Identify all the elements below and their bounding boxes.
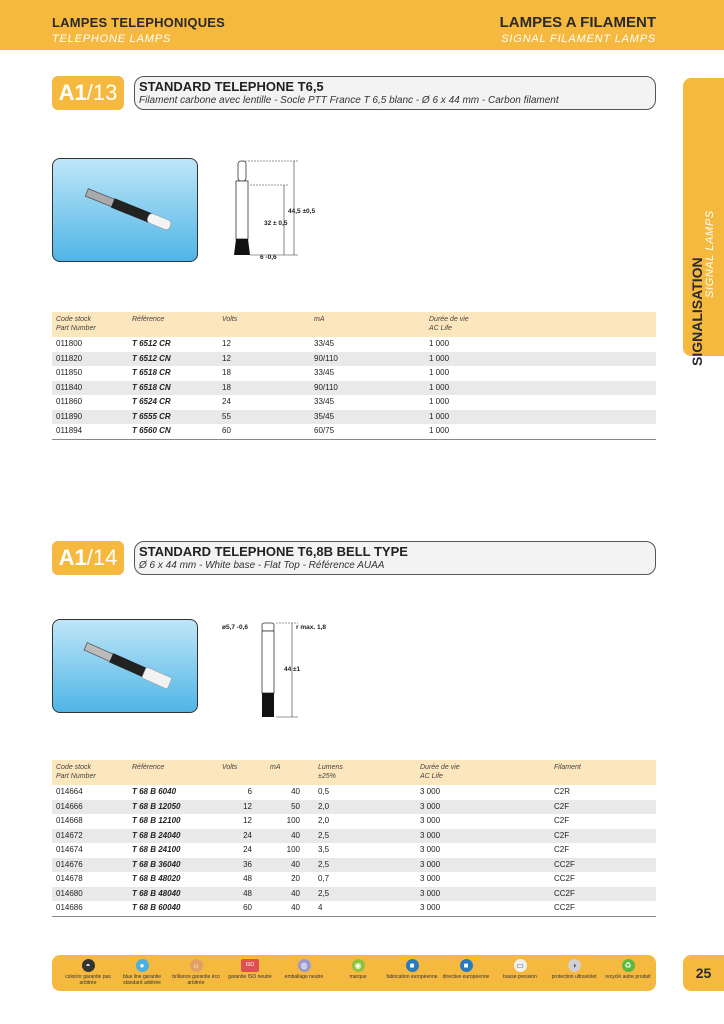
footer-icon-label: emballage neutre xyxy=(284,974,324,980)
table-cell: 35/45 xyxy=(310,410,425,425)
column-header-sublabel: AC Life xyxy=(429,325,452,332)
table-cell: 20 xyxy=(291,874,300,883)
table-cell: 3 000 xyxy=(416,858,550,873)
table-cell: 2,5 xyxy=(314,858,416,873)
table-header-row xyxy=(52,760,656,785)
column-header xyxy=(218,760,266,785)
column-header xyxy=(550,760,656,785)
table-cell: 014664 xyxy=(56,787,83,796)
table-cell: 0,5 xyxy=(318,787,330,796)
section2-title: STANDARD TELEPHONE T6,8B BELL TYPE xyxy=(139,544,408,559)
table-cell: 3 000 xyxy=(416,901,550,916)
table-row xyxy=(52,366,656,381)
section1-dimension-drawing xyxy=(220,155,330,265)
table-row xyxy=(52,785,656,800)
packaging-icon-glyph: ◍ xyxy=(298,959,311,972)
table-cell: T 68 B 24040 xyxy=(128,829,218,844)
header-bar xyxy=(0,0,724,50)
directive-icon-glyph: ■ xyxy=(460,959,473,972)
table-cell: 24 xyxy=(243,845,252,854)
table-cell: 6 xyxy=(247,787,252,796)
footer-icon-label: marque xyxy=(349,974,367,980)
table-cell: 12 xyxy=(243,816,252,825)
table-cell: 1 000 xyxy=(425,381,656,396)
table-cell: T 6512 CN xyxy=(128,352,218,367)
table-cell: 24 xyxy=(218,829,266,844)
manufacturing-icon-glyph: ■ xyxy=(406,959,419,972)
table-cell: 1 000 xyxy=(425,352,656,367)
table-row xyxy=(52,843,656,858)
table-cell: T 68 B 12050 xyxy=(128,800,218,815)
table-cell: 40 xyxy=(266,858,314,873)
column-header-label: Code stock xyxy=(56,316,92,323)
section2-title-box xyxy=(134,541,656,575)
column-header xyxy=(128,760,218,785)
footer-icon-label: blue line garantie standard arbitrée xyxy=(122,974,162,986)
section2-dim-length: 44 ±1 xyxy=(284,666,301,673)
column-header xyxy=(266,760,314,785)
column-header-label: Code stock xyxy=(56,764,92,771)
table-cell: 2,0 xyxy=(318,816,330,825)
table-cell: CC2F xyxy=(550,858,656,873)
table-cell: 40 xyxy=(291,787,300,796)
table-cell: C2F xyxy=(554,816,570,825)
table-row xyxy=(52,410,656,425)
table-cell: 1 000 xyxy=(429,368,450,377)
table-cell: T 6560 CN xyxy=(128,424,218,439)
column-header-label: Volts xyxy=(222,764,238,771)
column-header xyxy=(416,760,550,785)
header-left-title: LAMPES TELEPHONIQUES xyxy=(52,15,226,30)
table-cell: 24 xyxy=(222,397,231,406)
footer-icon-label: protection ultraviolet xyxy=(551,974,597,980)
table-cell: T 68 B 48040 xyxy=(128,887,218,902)
table-cell: 2,5 xyxy=(314,887,416,902)
table-cell: 2,0 xyxy=(314,800,416,815)
table-row xyxy=(52,872,656,887)
section1-subtitle: Filament carbone avec lentille - Socle PTT France T 6,5 blanc - Ø 6 x 44 mm - Carbon filament xyxy=(139,95,559,106)
table-cell: 1 000 xyxy=(425,424,656,439)
side-tab xyxy=(683,78,724,366)
table-cell: 3,5 xyxy=(318,845,330,854)
table-cell: 33/45 xyxy=(314,339,335,348)
table-cell: T 68 B 6040 xyxy=(132,787,177,796)
section1-badge-code: A1 xyxy=(58,80,87,105)
table-cell: CC2F xyxy=(550,887,656,902)
table-cell: 48 xyxy=(243,874,252,883)
table-cell: 4 xyxy=(314,901,416,916)
table-row xyxy=(52,887,656,902)
column-header-sublabel: Part Number xyxy=(56,325,96,332)
table-cell: C2F xyxy=(554,845,570,854)
footer-icon-label: recyclé autre produit xyxy=(605,974,651,980)
column-header-label: Référence xyxy=(132,764,165,771)
directive-icon xyxy=(438,959,494,980)
table-cell: 011860 xyxy=(56,397,83,406)
table-cell: T 68 B 36040 xyxy=(128,858,218,873)
table-cell: 3 000 xyxy=(416,829,550,844)
table-cell: T 6524 CR xyxy=(132,397,171,406)
section1-title: STANDARD TELEPHONE T6,5 xyxy=(139,79,324,94)
table-cell: 3 000 xyxy=(420,874,441,883)
table-cell: 40 xyxy=(266,829,314,844)
table-cell: T 6518 CR xyxy=(132,368,171,377)
table-row xyxy=(52,814,656,829)
table-row xyxy=(52,424,656,439)
table-cell: 014672 xyxy=(52,829,128,844)
table-cell: 33/45 xyxy=(314,368,335,377)
table-cell: 1 000 xyxy=(429,339,450,348)
column-header-label: Volts xyxy=(222,316,238,323)
section2-dimension-drawing xyxy=(218,615,338,723)
table-cell: 3 000 xyxy=(420,845,441,854)
table-cell: CC2F xyxy=(554,874,575,883)
side-tab-title: SIGNALISATION xyxy=(689,257,705,366)
footer-icon-label: color/or garantie pas arbitrée xyxy=(65,974,111,986)
table-cell: 0,7 xyxy=(318,874,330,883)
blue-line-icon-glyph: ● xyxy=(136,959,149,972)
table-cell: 55 xyxy=(218,410,310,425)
header-right-title: LAMPES A FILAMENT xyxy=(499,14,656,31)
table-cell: C2F xyxy=(550,829,656,844)
column-header-label: mA xyxy=(314,316,325,323)
column-header xyxy=(310,312,425,337)
recycle-icon-glyph: ♻ xyxy=(622,959,635,972)
column-header xyxy=(128,312,218,337)
table-cell: 3 000 xyxy=(416,887,550,902)
footer-icon-label: garantie ISO neutre xyxy=(228,974,272,980)
table-cell: T 68 B 60040 xyxy=(128,901,218,916)
table-cell: 36 xyxy=(218,858,266,873)
footer-icon-bar xyxy=(52,955,656,991)
table-row xyxy=(52,352,656,367)
column-header-sublabel: Part Number xyxy=(56,773,96,780)
table-cell: 90/110 xyxy=(310,381,425,396)
section1-title-box xyxy=(134,76,656,110)
table-cell: 12 xyxy=(222,339,231,348)
table-cell: 011840 xyxy=(52,381,128,396)
table-cell: 3 000 xyxy=(420,816,441,825)
table-header-row xyxy=(52,312,656,337)
table-cell: 3 000 xyxy=(420,787,441,796)
section2-badge-code: A1 xyxy=(58,545,87,570)
table-cell: 33/45 xyxy=(314,397,335,406)
side-tab-subtitle: SIGNAL LAMPS xyxy=(704,210,716,298)
column-header-label: Référence xyxy=(132,316,165,323)
section2-dim-diameter: ø5,7 -0,6 xyxy=(222,624,249,631)
uv-protection-icon-glyph: ◑ xyxy=(568,959,581,972)
uv-protection-icon xyxy=(546,959,602,980)
table-cell: 60/75 xyxy=(310,424,425,439)
table-cell: 1 000 xyxy=(429,397,450,406)
section1-lamp-photo xyxy=(52,158,198,262)
page-number: 25 xyxy=(683,955,724,991)
brand-icon-glyph: ◉ xyxy=(352,959,365,972)
footer-icon-label: basse pression xyxy=(503,974,537,980)
table-cell: 014678 xyxy=(56,874,83,883)
section1-dim-total: 44,5 ±0,5 xyxy=(288,208,316,215)
table-cell: 40 xyxy=(266,901,314,916)
table-cell: 011890 xyxy=(52,410,128,425)
iso-icon xyxy=(222,959,278,980)
table-cell: C2R xyxy=(554,787,571,796)
iso-icon-glyph: ISO xyxy=(241,959,259,972)
table-cell: 011820 xyxy=(52,352,128,367)
table-cell: 40 xyxy=(266,887,314,902)
table-row xyxy=(52,395,656,410)
table-cell: 011894 xyxy=(52,424,128,439)
table-row xyxy=(52,337,656,352)
section1-badge-number: /13 xyxy=(86,80,118,105)
header-left-subtitle: TELEPHONE LAMPS xyxy=(52,33,171,45)
table-cell: CC2F xyxy=(550,901,656,916)
footer-icon-label: brillance garantie éco arbitrée xyxy=(172,974,220,986)
table-cell: T 6518 CN xyxy=(128,381,218,396)
brand-icon xyxy=(330,959,386,980)
table-cell: T 6512 CR xyxy=(132,339,171,348)
table-cell: T 68 B 48020 xyxy=(132,874,181,883)
column-header-label: Durée de vie xyxy=(420,764,460,771)
table-cell: 014686 xyxy=(52,901,128,916)
section2-table xyxy=(52,760,656,917)
blue-line-icon xyxy=(114,959,170,986)
table-cell: 1 000 xyxy=(425,410,656,425)
table-cell: 014668 xyxy=(56,816,83,825)
table-cell: 100 xyxy=(286,845,300,854)
manufacturing-icon xyxy=(384,959,440,980)
table-cell: C2F xyxy=(550,800,656,815)
brilliance-icon-glyph: ☼ xyxy=(190,959,203,972)
table-cell: 014674 xyxy=(56,845,83,854)
section2-subtitle: Ø 6 x 44 mm - White base - Flat Top - Référence AUAA xyxy=(139,560,385,571)
column-header xyxy=(52,312,128,337)
table-cell: 60 xyxy=(218,901,266,916)
table-cell: 12 xyxy=(218,352,310,367)
table-cell: 014666 xyxy=(52,800,128,815)
section1-dim-diameter: 6 -0,6 xyxy=(260,254,277,261)
header-right-subtitle: SIGNAL FILAMENT LAMPS xyxy=(501,33,656,45)
column-header-label: mA xyxy=(270,764,281,771)
table-cell: T 68 B 12100 xyxy=(132,816,181,825)
table-cell: 100 xyxy=(286,816,300,825)
low-pressure-icon xyxy=(492,959,548,980)
section1-table xyxy=(52,312,656,440)
section1-dim-body: 32 ± 0,5 xyxy=(264,220,288,227)
table-cell: T 6555 CR xyxy=(128,410,218,425)
table-row xyxy=(52,858,656,873)
column-header xyxy=(425,312,656,337)
section2-lamp-photo xyxy=(52,619,198,713)
low-pressure-icon-glyph: ▭ xyxy=(514,959,527,972)
section1-badge xyxy=(52,76,124,110)
table-cell: 12 xyxy=(218,800,266,815)
table-cell: 011800 xyxy=(56,339,83,348)
color-icon xyxy=(60,959,116,986)
section2-badge xyxy=(52,541,124,575)
table-row xyxy=(52,829,656,844)
footer-icon-label: directive européenne xyxy=(442,974,490,980)
section2-badge-number: /14 xyxy=(86,545,118,570)
column-header-sublabel: ±25% xyxy=(318,773,336,780)
table-row xyxy=(52,800,656,815)
section2-dim-top: r max. 1,8 xyxy=(296,624,326,631)
table-cell: 014680 xyxy=(52,887,128,902)
table-cell: 50 xyxy=(266,800,314,815)
column-header xyxy=(52,760,128,785)
table-cell: 3 000 xyxy=(416,800,550,815)
column-header xyxy=(314,760,416,785)
column-header-label: Durée de vie xyxy=(429,316,469,323)
column-header-sublabel: AC Life xyxy=(420,773,443,780)
brilliance-icon xyxy=(168,959,224,986)
column-header xyxy=(218,312,310,337)
table-cell: T 68 B 24100 xyxy=(132,845,181,854)
packaging-icon xyxy=(276,959,332,980)
table-cell: 18 xyxy=(222,368,231,377)
table-cell: 48 xyxy=(218,887,266,902)
table-cell: 011850 xyxy=(56,368,83,377)
footer-icon-label: fabrication européenne xyxy=(386,974,438,980)
table-row xyxy=(52,901,656,916)
recycle-icon xyxy=(600,959,656,980)
table-cell: 90/110 xyxy=(310,352,425,367)
table-cell: 60 xyxy=(218,424,310,439)
table-cell: 2,5 xyxy=(314,829,416,844)
table-row xyxy=(52,381,656,396)
table-cell: 014676 xyxy=(52,858,128,873)
column-header-label: Lumens xyxy=(318,764,343,771)
color-icon-glyph: ◓ xyxy=(82,959,95,972)
column-header-label: Filament xyxy=(554,764,581,771)
table-cell: 18 xyxy=(218,381,310,396)
